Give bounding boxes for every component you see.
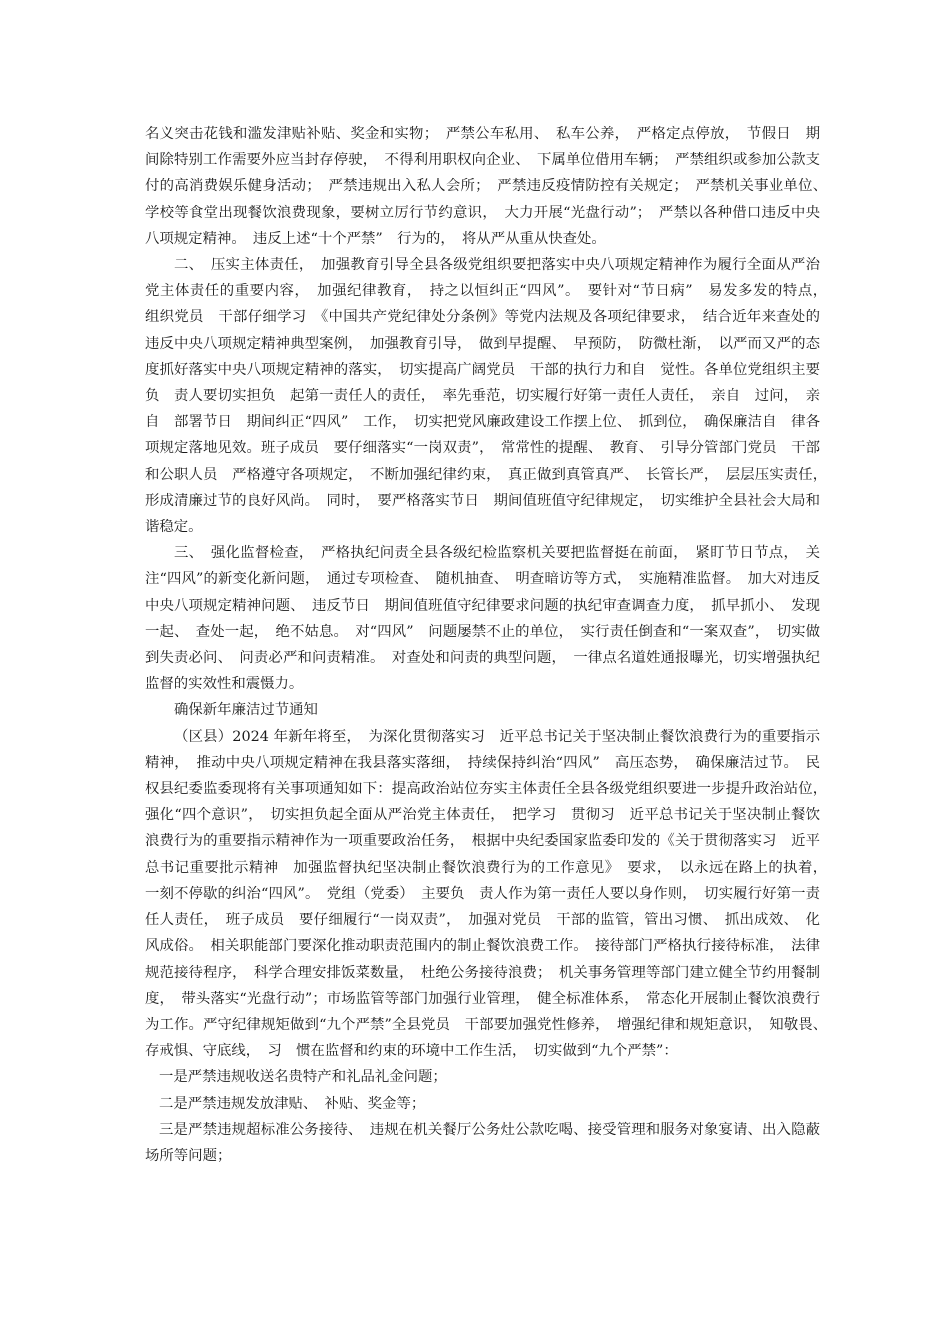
notice-title: 确保新年廉洁过节通知	[174, 702, 318, 719]
document-page	[145, 121, 835, 1169]
list-item-two: 二是严禁违规发放津贴、 补贴、奖金等；	[159, 1095, 426, 1112]
paragraph-section-two: 二、 压实主体责任， 加强教育引导全县各级党组织要把落实中央八项规定精神作为履行全面从严治党主体责任的重要内容， 加强纪律教育， 持之以恒纠正“四风”。 要针对“节日病” 易发多发的特点， 组织党员 干部仔细学习 《中国共产党纪律处分条例》等党内法规及各项纪律要求， 结合近年来查处的违反中央八项规定精神典型案例， 加强教育引导， 做到早提醒、 早预防， 防微杜渐， 以严而又严的态度抓好落实中央八项规定精神的落实， 切实提高广阔党员 干部的执行力和自 觉性。各单位党组织主要负 责人要切实担负 起第一责任人的责任， 率先垂范，切实履行好第一责任人责任， 亲自 过问， 亲自 部署节日 期间纠正“四风” 工作， 切实把党风廉政建设工作摆上位、 抓到位， 确保廉洁自 律各项规定落地见效。班子成员 要仔细落实“一岗双责”， 常常性的提醒、 教育、 引导分管部门党员 干部和公职人员 严格遵守各项规定， 不断加强纪律约束， 真正做到真管真严、 长管长严， 层层压实责任， 形成清廉过节的良好风尚。 同时， 要严格落实节日 期间值班值守纪律规定， 切实维护全县社会大局和谐稳定。	[145, 257, 835, 536]
paragraph-ten-prohibitions: 名义突击花钱和滥发津贴补贴、奖金和实物； 严禁公车私用、 私车公养， 严格定点停放， 节假日 期间除特别工作需要外应当封存停驶， 不得利用职权向企业、 下属单位借用车辆； 严禁组织或参加公款支付的高消费娱乐健身活动； 严禁违规出入私人会所； 严禁违反疫情防控有关规定； 严禁机关事业单位、 学校等食堂出现餐饮浪费现象，要树立厉行节约意识， 大力开展“光盘行动”； 严禁以各种借口违反中央八项规定精神。 违反上述“十个严禁” 行为的， 将从严从重从快查处。	[145, 126, 835, 247]
list-item-one: 一是严禁违规收送名贵特产和礼品礼金问题；	[159, 1069, 447, 1086]
list-item-three: 三是严禁违规超标准公务接待、 违规在机关餐厅公务灶公款吃喝、接受管理和服务对象宴请、出入隐蔽场所等问题；	[145, 1121, 820, 1164]
paragraph-section-three: 三、 强化监督检查， 严格执纪问责全县各级纪检监察机关要把监督挺在前面， 紧盯节日节点， 关注“四风”的新变化新问题， 通过专项检查、 随机抽查、 明查暗访等方式， 实施精准监督。 加大对违反中央八项规定精神问题、 违反节日 期间值班值守纪律要求问题的执纪审查调查力度， 抓早抓小、 发现一起、 查处一起， 绝不姑息。 对“四风” 问题屡禁不止的单位， 实行责任倒查和“一案双查”， 切实做到失责必问、 问责必严和问责精准。 对查处和问责的典型问题， 一律点名道姓通报曝光，切实增强执纪监督的实效性和震慑力。	[145, 545, 820, 693]
paragraph-notice-body: （区县）2024 年新年将至， 为深化贯彻落实习 近平总书记关于坚决制止餐饮浪费行为的重要指示精神， 推动中央八项规定精神在我县落实落细， 持续保持纠治“四风” 高压态势， 确保廉洁过节。 民权县纪委监委现将有关事项通知如下：提高政治站位夯实主体责任全县各级党组织要进一步提升政治站位， 强化“四个意识”， 切实担负起全面从严治党主体责任， 把学习 贯彻习 近平总书记关于坚决制止餐饮浪费行为的重要指示精神作为一项重要政治任务， 根据中央纪委国家监委印发的《关于贯彻落实习 近平总书记重要批示精神 加强监督执纪坚决制止餐饮浪费行为的工作意见》 要求， 以永远在路上的执着， 一刻不停歇的纠治“四风”。 党组（党委） 主要负 责人作为第一责任人要以身作则， 切实履行好第一责任人责任， 班子成员 要仔细履行“一岗双责”， 加强对党员 干部的监管，管出习惯、 抓出成效、 化风成俗。 相关职能部门要深化推动职责范围内的制止餐饮浪费工作。 接待部门严格执行接待标准， 法律规范接待程序， 科学合理安排饭菜数量， 杜绝公务接待浪费； 机关事务管理等部门建立健全节约用餐制度， 带头落实“光盘行动”；市场监管等部门加强行业管理， 健全标准体系， 常态化开展制止餐饮浪费行为工作。严守纪律规矩做到“九个严禁”全县党员 干部要加强党性修养， 增强纪律和规矩意识， 知敬畏、 存戒惧、守底线， 习 惯在监督和约束的环境中工作生活， 切实做到“九个严禁”：	[145, 728, 835, 1060]
